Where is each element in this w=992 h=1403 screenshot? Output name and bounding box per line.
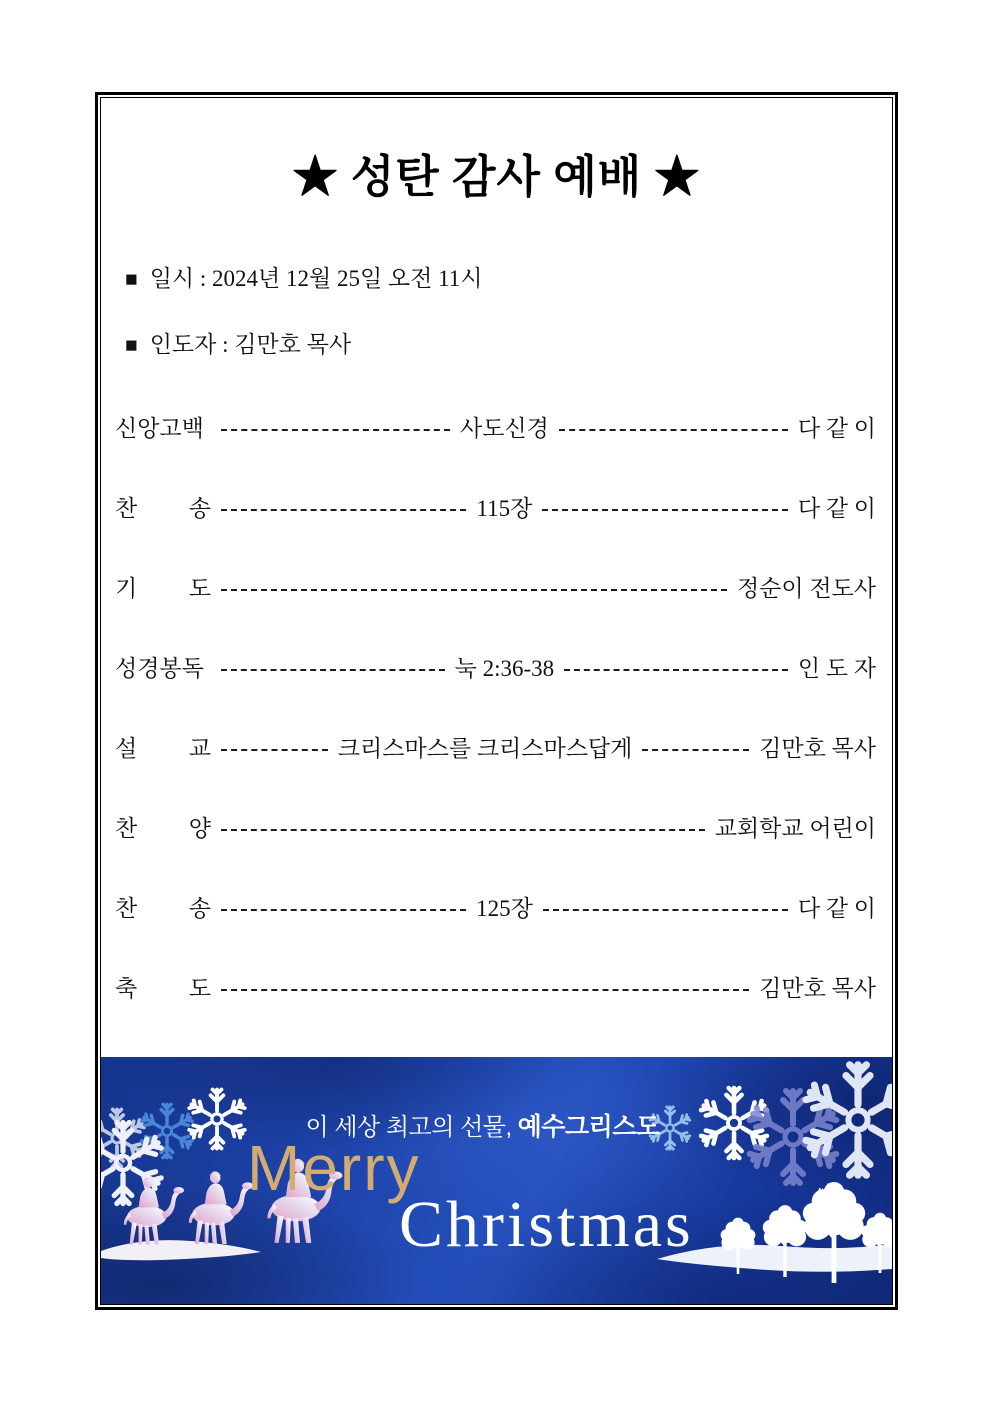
dashed-leader [221,989,749,991]
program-row-sermon [115,736,876,762]
meta-datetime-line [125,266,892,292]
program-item-performer: 다 같 이 [797,496,876,521]
program-item-label: 성경봉독 [115,656,204,681]
snow-hill-left [101,1240,261,1260]
dashed-leader [559,429,788,431]
meta-datetime-text: 일시 : 2024년 12월 25일 오전 11시 [149,266,483,291]
meta-leader-text: 인도자 : 김만호 목사 [149,332,352,357]
program-item-label: 축 도 [115,976,211,1001]
program-list [101,416,892,1002]
program-item-detail: 125장 [476,896,533,921]
page-title: ★ 성탄 감사 예배 ★ [292,152,701,202]
banner-tagline [101,1107,878,1143]
banner-merry-text: Merry [247,1132,421,1204]
program-row-benediction [115,976,876,1002]
square-bullet-icon: ■ [125,333,138,357]
program-row-hymn-1 [115,496,876,522]
program-item-performer: 교회학교 어린이 [714,816,876,841]
program-item-performer: 다 같 이 [797,416,876,441]
dashed-leader [221,669,445,671]
dashed-leader [221,589,727,591]
program-item-label: 찬 송 [115,496,211,521]
christmas-banner [101,1057,892,1304]
dashed-leader [642,749,749,751]
program-item-performer: 김만호 목사 [759,976,876,1001]
banner-tagline-regular: 이 세상 최고의 선물, [305,1114,512,1141]
program-item-label: 기 도 [115,576,211,601]
dashed-leader [221,829,705,831]
dashed-leader [543,909,788,911]
program-item-label: 찬 양 [115,816,211,841]
program-row-praise [115,816,876,842]
program-item-performer: 김만호 목사 [759,736,876,761]
banner-tagline-bold: 예수그리스도 [517,1113,660,1141]
meta-leader-line [125,332,892,358]
dashed-leader [221,509,466,511]
program-row-confession [115,416,876,442]
dashed-leader [221,909,466,911]
program-item-label: 설 교 [115,736,211,761]
dashed-leader [542,509,787,511]
program-item-performer: 정순이 전도사 [736,576,876,601]
program-item-label: 신앙고백 [115,416,204,441]
page-border-inner [100,97,893,1305]
program-row-prayer [115,576,876,602]
program-row-hymn-2 [115,896,876,922]
program-item-detail: 사도신경 [459,416,549,441]
program-item-detail: 크리스마스를 크리스마스답게 [337,736,633,761]
dashed-leader [221,429,450,431]
program-item-performer: 다 같 이 [797,896,876,921]
program-row-scripture [115,656,876,682]
dashed-leader [564,669,788,671]
square-bullet-icon: ■ [125,267,138,291]
dashed-leader [221,749,328,751]
page-border-frame [95,92,898,1310]
program-item-label: 찬 송 [115,896,211,921]
banner-christmas-text: Christmas [399,1188,694,1261]
banner-artwork [101,1057,892,1304]
program-item-detail: 115장 [476,496,533,521]
meta-section [101,266,892,358]
program-item-performer: 인 도 자 [797,656,876,681]
program-item-detail: 눅 2:36-38 [454,656,555,681]
